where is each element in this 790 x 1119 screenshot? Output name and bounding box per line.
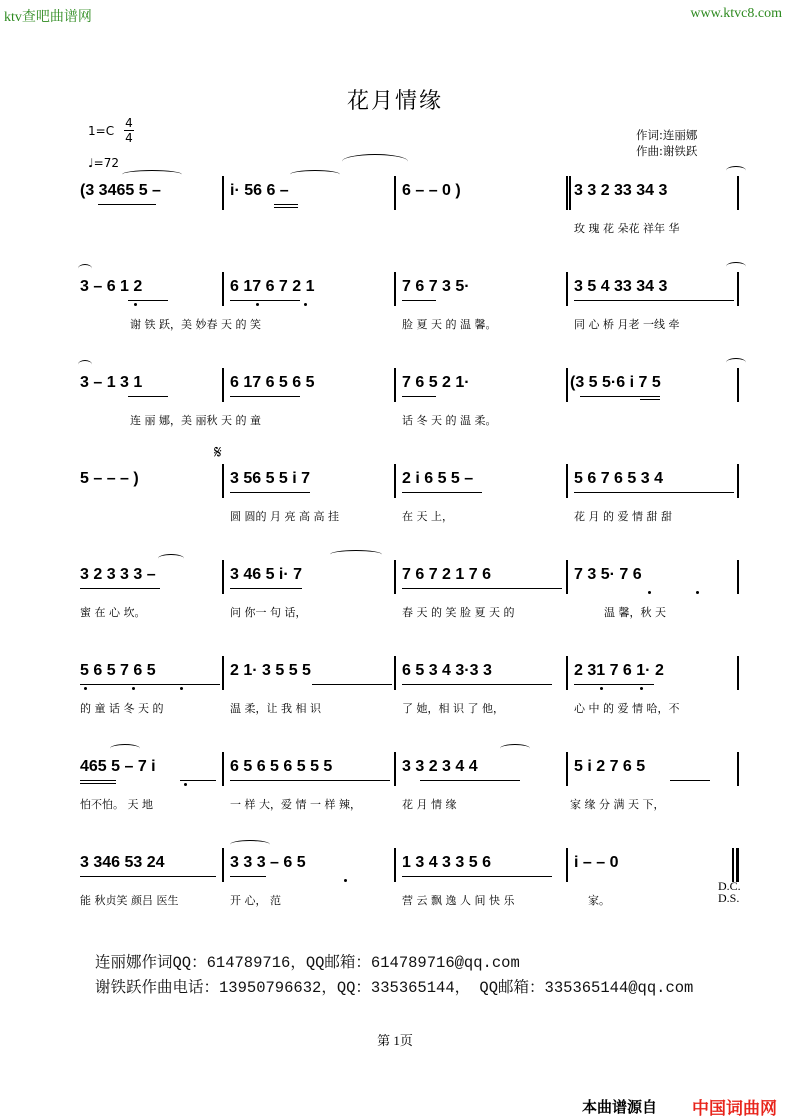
lyric: 家。 [588,894,610,907]
footer-brand: 中国词曲网 [692,1099,777,1119]
lyric: 话 冬 天 的 温 柔。 [402,414,497,427]
slur [158,554,184,563]
measure: 7 3 5· 7 6 [574,566,642,583]
slur [342,154,408,169]
measure: 465 5 – 7 i [80,758,156,775]
footer-source-label: 本曲谱源自 [582,1098,658,1116]
lyric: 花 月 的 爱 情 甜 甜 [574,510,672,523]
lyric: 同 心 桥 月老 一线 牵 [574,318,680,331]
underline [640,399,660,400]
lyricist-contact: 连丽娜作词QQ：614789716，QQ邮箱：614789716@qq.com [95,954,520,972]
dot [256,303,259,306]
underline [230,588,302,589]
watermark-right: www.ktvc8.com [690,6,782,21]
underline [574,300,734,301]
underline [402,588,562,589]
lyric: 蜜 在 心 坎。 [80,606,146,619]
underline [98,204,156,205]
measure: 3 2 3 3 3 – [80,566,156,583]
dot [304,303,307,306]
underline [402,396,436,397]
composer-contact: 谢铁跃作曲电话：13950796632，QQ：335365144， QQ邮箱：335365144@qq.com [95,979,694,997]
underline [80,783,116,784]
measure: 3 46 5 i· 7 [230,566,303,583]
lyric: 的 童 话 冬 天 的 [80,702,164,715]
underline [80,780,116,781]
measure: 6 5 6 5 6 5 5 5 [230,758,333,775]
lyricist-credit: 作词:连丽娜 [636,128,698,142]
segno-icon: 𝄋 [214,442,222,463]
underline [420,780,520,781]
slur [500,744,530,753]
measure: 3 – 1 3 1 [80,374,143,391]
lyric: 心 中 的 爱 情 哈，不 [574,702,680,715]
page-number: 第 1页 [377,1033,413,1048]
lyric: 花 月 情 缘 [402,798,457,811]
slur [230,840,270,849]
lyric: 问 你一 句 话， [230,606,307,619]
lyric: 开 心， 范 [230,894,281,907]
measure: 6 17 6 7 2 1 [230,278,315,295]
slur [330,550,382,559]
underline [230,780,390,781]
time-numerator: 4 [125,116,133,130]
underline [230,300,300,301]
lyric: 在 天 上， [402,510,453,523]
underline [402,684,552,685]
measure: 2 i 6 5 5 – [402,470,474,487]
measure: (3 5 5·6 i 7 5 [570,374,661,391]
lyric: 脸 夏 天 的 温 馨。 [402,318,497,331]
dot [600,687,603,690]
slur [78,264,92,273]
underline [128,396,168,397]
lyric: 温 柔，让 我 相 识 [230,702,321,715]
lyric: 一 样 大，爱 情 一 样 辣， [230,798,361,811]
underline [128,300,168,301]
lyric: 家 缘 分 满 天 下， [570,798,665,811]
slur [726,358,746,367]
underline [402,876,552,877]
underline [402,300,436,301]
lyric: 怕不怕。 天 地 [80,798,153,811]
measure: 5 i 2 7 6 5 [574,758,646,775]
measure: 7 6 7 2 1 7 6 [402,566,491,583]
dot [640,687,643,690]
underline [80,588,160,589]
underline [230,876,266,877]
measure: 1 3 4 3 3 5 6 [402,854,491,871]
underline [80,876,216,877]
measure: 3 3 3 – 6 5 [230,854,306,871]
measure: 6 5 3 4 3·3 3 [402,662,492,679]
measure: 5 – – – ) [80,470,139,487]
slur [726,166,746,175]
composer-credit: 作曲:谢铁跃 [636,144,698,158]
lyric: 圆 圆的 月 亮 高 高 挂 [230,510,339,523]
measure: 3 3 2 3 4 4 [402,758,478,775]
measure: 5 6 5 7 6 5 [80,662,156,679]
lyric: 营 云 飘 逸 人 间 快 乐 [402,894,515,907]
underline [274,204,298,205]
measure: 2 31 7 6 1· 2 [574,662,664,679]
lyric: 了 她，相 识 了 他， [402,702,504,715]
song-title: 花月情缘 [346,89,443,114]
underline [670,780,710,781]
measure: 3 3 2 33 34 3 [574,182,668,199]
measure: 3 56 5 5 i 7 [230,470,311,487]
measure: 3 5 4 33 34 3 [574,278,668,295]
measure: 6 – – 0 ) [402,182,461,199]
underline [574,492,734,493]
lyric: 温 馨，秋 天 [604,606,666,619]
dot [344,879,347,882]
underline [230,396,300,397]
time-denominator: 4 [125,131,133,145]
underline [180,780,216,781]
dot [134,303,137,306]
underline [574,684,654,685]
lyric: 春 天 的 笑 脸 夏 天 的 [402,606,515,619]
tempo-marking: ♩=72 [88,156,119,170]
underline [580,396,660,397]
measure: 5 6 7 6 5 3 4 [574,470,663,487]
measure: i – – 0 [574,854,619,871]
measure: 3 346 53 24 [80,854,165,871]
dot [180,687,183,690]
slur [110,744,140,753]
time-signature [124,116,134,145]
measure: (3 3465 5 – [80,182,161,199]
slur [726,262,746,271]
lyric: 玫 瑰 花 朵花 祥年 华 [574,222,680,235]
underline [230,492,310,493]
underline [274,207,298,208]
dot [184,783,187,786]
lyric: 谢 铁 跃，美 妙春 天 的 笑 [130,318,261,331]
dot [132,687,135,690]
key-signature: 1=C [88,124,115,138]
measure: 7 6 5 2 1· [402,374,470,391]
measure: 7 6 7 3 5· [402,278,470,295]
dot [648,591,651,594]
ds-label: D.S. [718,891,740,905]
dc-label: D.C. [718,879,741,893]
lyric: 连 丽 娜，美 丽秋 天 的 童 [130,414,261,427]
dc-marking [718,880,741,904]
lyric: 能 秋贞笑 颜吕 医生 [80,894,179,907]
underline [402,492,482,493]
measure: 2 1· 3 5 5 5 [230,662,311,679]
dot [84,687,87,690]
dot [696,591,699,594]
slur [290,170,340,179]
underline [80,684,220,685]
measure: i· 56 6 – [230,182,289,199]
underline [312,684,392,685]
slur [122,170,182,179]
slur [78,360,92,369]
watermark-left: ktv查吧曲谱网 [4,10,92,25]
measure: 3 – 6 1 2 [80,278,143,295]
measure: 6 17 6 5 6 5 [230,374,315,391]
